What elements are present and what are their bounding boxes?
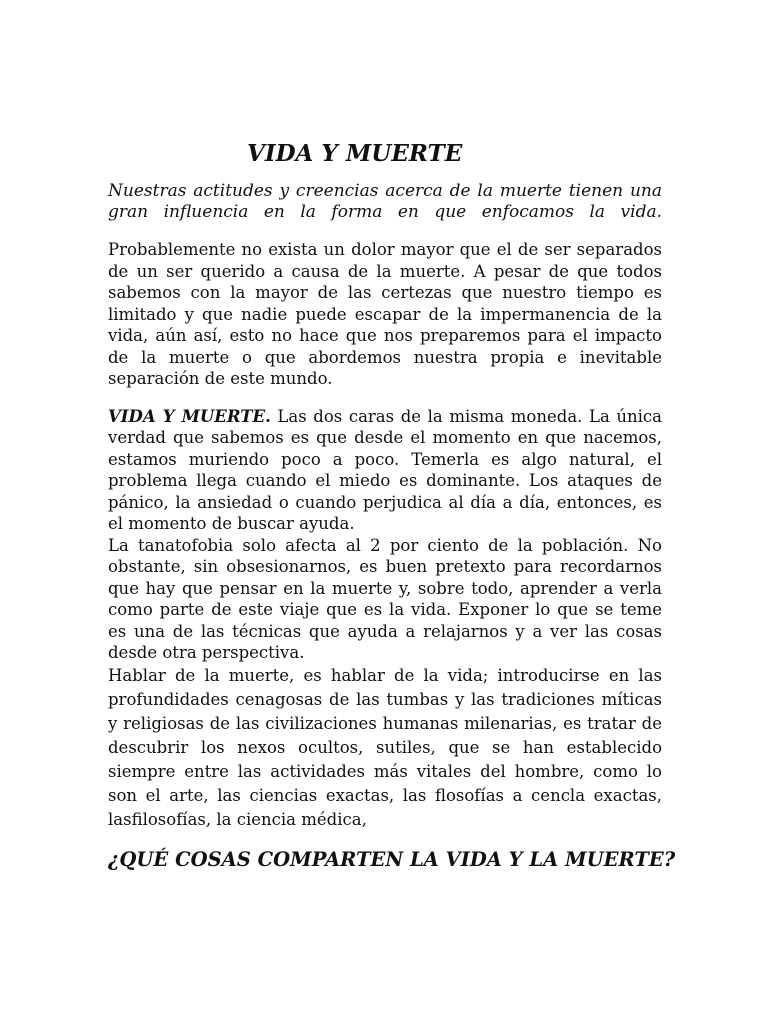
paragraph-2-lead: VIDA Y MUERTE.: [108, 406, 271, 426]
paragraph-4: Hablar de la muerte, es hablar de la vida; introducirse en las profundidades cenagosas de las tumbas y las tradiciones míticas y religiosas de las civilizaciones humanas milenarias, es tratar de descubrir los nexos ocultos, sutiles, que se han establecido siempre entre las actividades más vitales del hombre, como lo son el arte, las ciencias exactas, las flosofías a cencla exactas, lasfilosofías, la ciencia médica,: [108, 665, 662, 829]
document-page: [108, 140, 676, 871]
paragraph-2: [108, 406, 662, 535]
intro-paragraph: Nuestras actitudes y creencias acerca de la muerte tienen una gran influencia en la forma en que enfocamos la vida.: [108, 181, 662, 222]
paragraph-1: Probablemente no exista un dolor mayor que el de ser separados de un ser querido a causa de la muerte. A pesar de que todos sabemos con la mayor de las certezas que nuestro tiempo es limitado y que nadie puede escapar de la impermanencia de la vida, aún así, esto no hace que nos preparemos para el impacto de la muerte o que abordemos nuestra propia e inevitable separación de este mundo.: [108, 240, 662, 388]
document-title: VIDA Y MUERTE: [247, 140, 463, 167]
paragraph-2-body: Las dos caras de la misma moneda. La única verdad que sabemos es que desde el momento en que nacemos, estamos muriendo poco a poco. Temerla es algo natural, el problema llega cuando el miedo es dominante. Los ataques de pánico, la ansiedad o cuando perjudica al día a día, entonces, es el momento de buscar ayuda.: [108, 406, 662, 533]
paragraph-3: La tanatofobia solo afecta al 2 por ciento de la población. No obstante, sin obsesionarnos, es buen pretexto para recordarnos que hay que pensar en la muerte y, sobre todo, aprender a verla como parte de este viaje que es la vida. Exponer lo que se teme es una de las técnicas que ayuda a relajarnos y a ver las cosas desde otra perspectiva.: [108, 535, 662, 662]
section-subheading: ¿QUÉ COSAS COMPARTEN LA VIDA Y LA MUERTE?: [108, 847, 676, 871]
